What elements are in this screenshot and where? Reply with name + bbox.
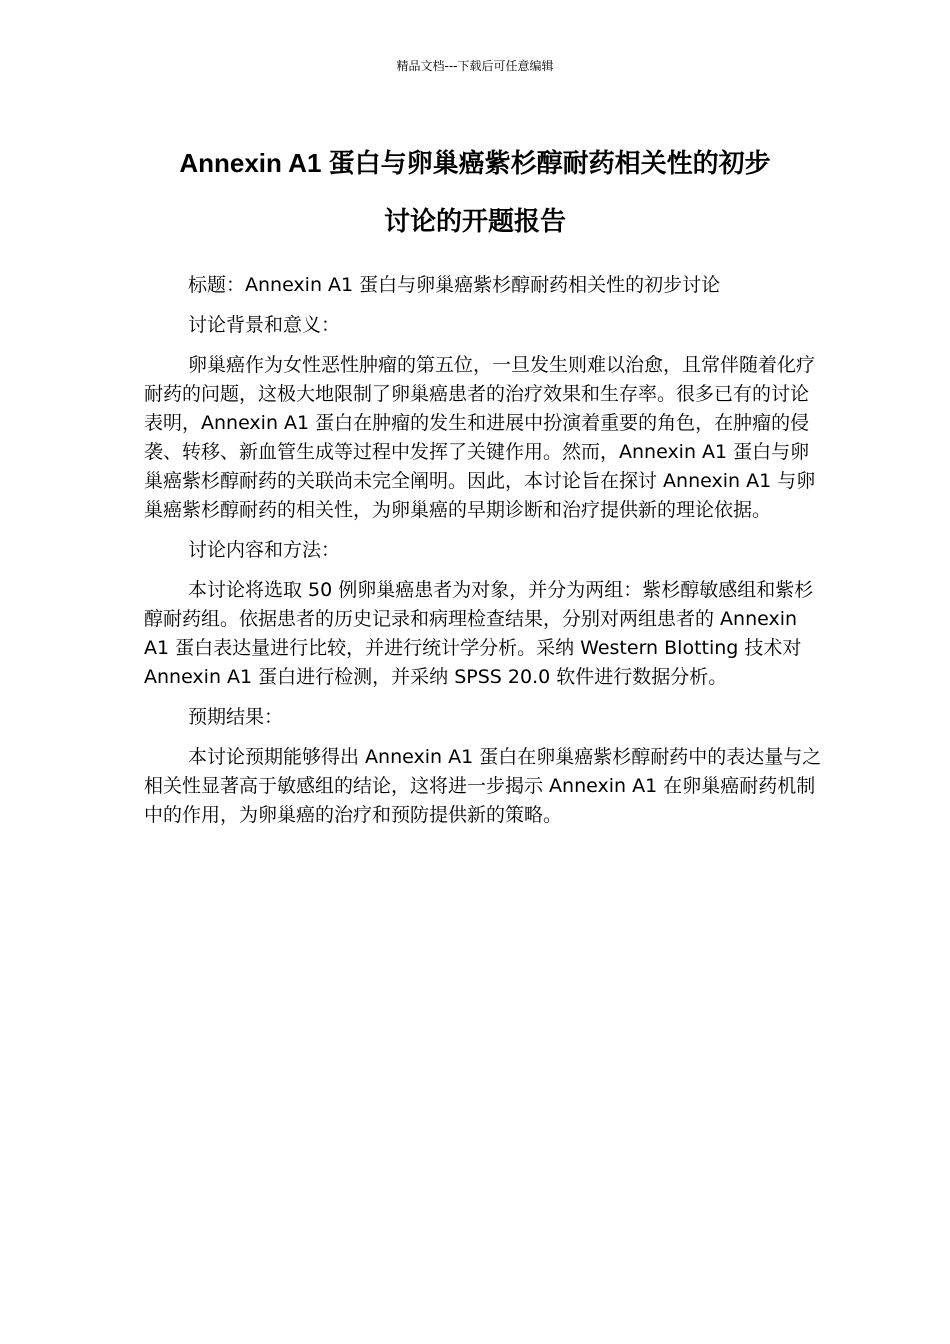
section-heading-methods: 讨论内容和方法： <box>188 539 341 561</box>
title-statement: 标题：Annexin A1 蛋白与卵巢癌紫杉醇耐药相关性的初步讨论 <box>188 274 721 296</box>
paragraph-expected-results: 本讨论预期能够得出 Annexin A1 蛋白在卵巢癌紫杉醇耐药中的表达量与之相关性显著高于敏感组的结论，这将进一步揭示 Annexin A1 在卵巢癌耐药机制中的作用，为卵巢癌的治疗和预防提供新的策略。 <box>144 746 822 826</box>
document-title <box>100 134 850 250</box>
title-line-1: Annexin A1 蛋白与卵巢癌紫杉醇耐药相关性的初步 <box>179 148 771 178</box>
title-line-2: 讨论的开题报告 <box>383 206 566 236</box>
header-note: 精品文档---下载后可任意编辑 <box>396 59 554 73</box>
section-heading-background: 讨论背景和意义： <box>188 314 341 336</box>
paragraph-methods: 本讨论将选取 50 例卵巢癌患者为对象，并分为两组：紫杉醇敏感组和紫杉醇耐药组。依据患者的历史记录和病理检查结果，分别对两组患者的 Annexin A1 蛋白表达量进行比较，并进行统计学分析。采纳 Western Blotting 技术对 Annexin A1 蛋白进行检测，并采纳 SPSS 20.0 软件进行数据分析。 <box>144 579 814 688</box>
document-body <box>144 271 824 841</box>
paragraph-background: 卵巢癌作为女性恶性肿瘤的第五位，一旦发生则难以治愈，且常伴随着化疗耐药的问题，这极大地限制了卵巢癌患者的治疗效果和生存率。很多已有的讨论表明，Annexin A1 蛋白在肿瘤的发生和进展中扮演着重要的角色，在肿瘤的侵袭、转移、新血管生成等过程中发挥了关键作用。然而，Annexin A1 蛋白与卵巢癌紫杉醇耐药的关联尚未完全阐明。因此，本讨论旨在探讨 Annexin A1 与卵巢癌紫杉醇耐药的相关性，为卵巢癌的早期诊断和治疗提供新的理论依据。 <box>144 354 816 521</box>
section-heading-expected-results: 预期结果： <box>188 706 284 728</box>
